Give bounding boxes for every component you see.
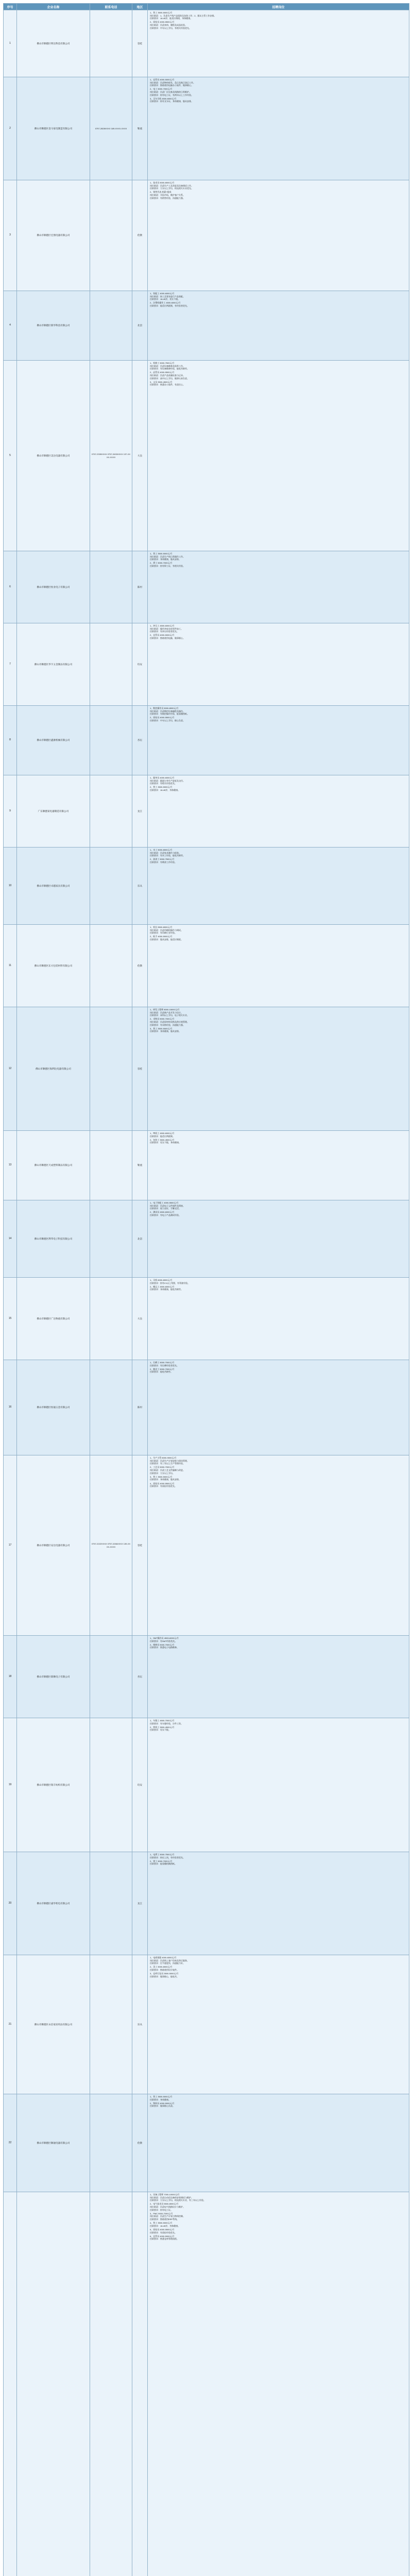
company-area: 杏坛 [132,1636,148,1718]
row-number: 6 [4,551,17,623]
company-phone [90,180,132,291]
job-line: 任职要求：男女不限，身体健康。 [150,1141,181,1144]
company-phone [90,1007,132,1131]
row-number: 12 [4,1007,17,1131]
table-row [4,180,409,291]
job-listings [148,180,409,291]
job-line: 任职要求：有设备维修经验，能吃苦耐劳。 [150,367,189,370]
company-name: 佛山市顺德区嘉华机电有限公司 [17,1852,90,1955]
job-line: 1、机修工 5000-7500元/月 [150,362,175,364]
company-name: 佛山市顺德区新顺电子有限公司 [17,1636,90,1718]
job-listings [148,1360,409,1455]
job-listings [148,1718,409,1852]
job-line: 任职要求：有印刷行业经验。 [150,931,177,935]
job-line: 任职要求：大专以上学历。 [150,1471,175,1475]
job-line: 岗位职责：负责原材料采购及供应商管理。 [150,1020,189,1023]
job-line: 1、冲压工 4500-6000元/月 [150,624,175,627]
job-line: 1、电商客服 4000-6000元/月 [150,1956,177,1959]
job-line: 岗位职责：负责厂区设备及线路的日常维护。 [150,90,191,93]
col-header-area: 地区 [132,4,148,10]
job-line: 岗位职责：负责产品质量检查与记录。 [150,374,185,377]
job-line: 3、叉车司机 4500-6000元/月 [150,97,177,100]
job-line: 1、跟单员 4000-6000元/月 [150,776,175,779]
job-line: 岗位职责：负责自动化设备的安装调试与维护。 [150,2196,193,2199]
table-row [4,1455,409,1636]
job-line: 任职要求：18-45岁，男女不限。 [150,298,180,301]
row-number: 14 [4,1200,17,1278]
row-number: 15 [4,1278,17,1360]
row-number: 17 [4,1455,17,1636]
table-row [4,1636,409,1718]
col-header-no: 序号 [4,4,17,10]
header-row [4,4,409,10]
job-line: 任职要求：持有叉车证，身体健康，服从安排。 [150,100,193,103]
job-line: 任职要求：身体健康，服从安排。 [150,1478,181,1481]
job-line: 任职要求：持有电工证。 [150,2208,173,2211]
job-line: 2、油漆工 5000-7500元/月 [150,858,175,861]
company-area: 陈村 [132,1360,148,1455]
row-number: 21 [4,1955,17,2094]
company-area: 北滘 [132,291,148,361]
job-line: 任职要求：持有C1以上驾照，有驾驶经验。 [150,1281,190,1284]
table-row [4,775,409,848]
job-listings [148,1852,409,1955]
job-line: 任职要求：有相关经验优先。 [150,782,177,785]
job-line: 岗位职责：负责印刷机操作与调试。 [150,928,183,931]
company-phone: 0757-2339XXXX 0757-2633XXXX 137-XXXX-XXXX [90,361,132,551]
company-phone [90,291,132,361]
company-name: 佛山市顺德区新华科技有限公司 [17,291,90,361]
job-line: 任职要求：打字速度快，沟通能力好。 [150,1962,185,1965]
company-area: 均安 [132,1718,148,1852]
job-listings [148,1278,409,1360]
job-line: 岗位职责：负责家具制作与组装。 [150,851,181,854]
company-phone [90,706,132,775]
company-area: 伦教 [132,180,148,291]
job-line: 任职要求：高中以上学历，做事认真负责。 [150,377,189,380]
job-listings [148,361,409,551]
job-line: 2、剪线工 3500-4500元/月 [150,1725,175,1728]
row-number: 22 [4,2094,17,2192]
job-line: 任职要求：有电子产品测试经验。 [150,1213,181,1216]
job-line: 任职要求：大专以上学历，机电相关专业，有三年以上经验。 [150,2199,205,2202]
job-line: 2、仓管员 4000-5000元/月 [150,634,175,637]
job-line: 任职要求：服从安排，能适应倒班。 [150,938,183,941]
table-row [4,706,409,775]
job-line: 任职要求：做事细心负责。 [150,2105,175,2108]
job-line: 2、工艺员 5000-7000元/月 [150,1466,175,1469]
job-line: 任职要求：本科以上学历，电子相关专业。 [150,1014,189,1017]
job-line: 任职要求：有采购经验，沟通能力强。 [150,1023,185,1026]
row-number: 16 [4,1360,17,1455]
job-line: 2、抛光工 5000-7000元/月 [150,1367,175,1370]
job-line: 任职要求：中专以上学历，细心负责。 [150,719,185,722]
job-line: 任职要求：有SMT经验优先。 [150,1639,177,1642]
company-phone [90,775,132,848]
job-line: 任职要求：18-45岁，身体健康。 [150,2224,180,2227]
row-number: 10 [4,848,17,925]
job-line: 任职要求：有喷漆工作经验。 [150,860,177,863]
job-line: 1、木工 5000-8000元/月 [150,849,173,851]
table-row [4,1360,409,1455]
company-area [132,2192,148,2576]
company-phone [90,623,132,706]
job-line: 1、数控操作员 5000-8000元/月 [150,707,179,709]
job-listings [148,551,409,623]
company-area: 勒流 [132,1131,148,1200]
job-listings [148,1455,409,1636]
job-listings [148,10,409,77]
company-phone [90,1636,132,1718]
job-line: 1、电焊工 5000-7500元/月 [150,1853,175,1856]
company-phone [90,848,132,925]
job-line: 2、普工 3500-5000元/月 [150,786,173,789]
company-area: 容桂 [132,1007,148,1131]
job-listings [148,1131,409,1200]
job-line: 任职要求：男女不限。 [150,1728,170,1732]
job-line: 3、普工 3500-5000元/月 [150,1027,173,1030]
job-line: 4、普工 3500-5000元/月 [150,2222,173,2225]
job-line: 岗位职责：负责工艺文件编制与改进。 [150,1468,185,1471]
table-row [4,1955,409,2094]
job-line: 任职要求：有销售经验，沟通能力强。 [150,196,185,199]
job-line: 1、研发工程师 8000-15000元/月 [150,1008,180,1011]
job-line: 任职要求：身体健康，服从安排。 [150,1030,181,1033]
company-phone [90,2094,132,2192]
table-row [4,291,409,361]
job-line: 任职要求：做事细心，能吃苦。 [150,1975,179,1978]
job-line: 2、销售代表 底薪+提成 [150,191,171,194]
job-line: 3、PMC 5000-7000元/月 [150,2212,173,2215]
job-listings [148,1636,409,1718]
row-number: 11 [4,925,17,1007]
company-phone [90,1852,132,1955]
table-row [4,1852,409,1955]
job-line: 任职要求：有质检经验优先。 [150,1485,177,1488]
job-line: 1、技术员 5000-8000元/月 [150,181,175,184]
job-line: 1、仓管员 4000-5000元/月 [150,78,175,81]
job-line: 岗位职责：负责生产线日常操作工作。 [150,555,185,558]
job-line: 岗位职责：开拓市场，维护客户关系。 [150,193,185,196]
job-line: 3、仓库打包员 3500-5000元/月 [150,1972,179,1975]
row-number: 9 [4,775,17,848]
job-line: 任职要求：有车缝经验，计件工资。 [150,1722,183,1725]
job-line: 任职要求：大专以上学历，机电相关专业优先。 [150,187,193,190]
company-area: 伦教 [132,2094,148,2192]
company-name: 佛山市顺德区广达物流有限公司 [17,1278,90,1360]
job-line: 2、助手 4000-5000元/月 [150,935,173,938]
table-row [4,1131,409,1200]
job-listings [148,291,409,361]
job-line: 任职要求：熟练使用设计软件。 [150,1968,179,1971]
company-area: 大良 [132,361,148,551]
table-row [4,623,409,706]
table-row [4,10,409,77]
job-listings [148,2094,409,2192]
table-row [4,1200,409,1278]
job-line: 任职要求：能看懂机械图纸。 [150,1862,177,1866]
job-line: 6、仓管员 4000-5000元/月 [150,2234,175,2238]
job-line: 2、钳工 5000-7000元/月 [150,1859,173,1862]
row-number: 13 [4,1131,17,1200]
company-name: 佛山市顺德区宏图电器有限公司 [17,180,90,291]
company-phone [90,1360,132,1455]
company-name: 佛山市顺德区瑞丰纺织有限公司 [17,1718,90,1852]
job-line: 岗位职责：负责设备维修及保养工作。 [150,364,185,367]
row-number: 2 [4,77,17,180]
job-line: 岗位职责：负责线上客户咨询及售后服务。 [150,1959,189,1962]
job-line: 任职要求：熟练使用电脑，做事细心。 [150,636,185,639]
company-phone [90,1955,132,2094]
row-number: 18 [4,1636,17,1718]
company-phone [90,1200,132,1278]
job-line: 岗位职责：跟进订单生产进度及交付。 [150,779,185,782]
job-line: 岗位职责：负责生产计划与物料控制。 [150,2215,185,2218]
company-phone [90,1131,132,1200]
job-line: 任职要求：有冲压经验者优先。 [150,630,179,633]
company-name: 佛山市顺德区利华电子科技有限公司 [17,1200,90,1278]
job-line: 任职要求：熟悉仓库管理流程。 [150,2238,179,2241]
job-line: 岗位职责：操作冲床完成零件加工。 [150,627,183,630]
company-area: 均安 [132,623,148,706]
job-line: 岗位职责：负责电子元件插件及焊接。 [150,1204,185,1207]
company-phone [90,925,132,1007]
job-line: 任职要求：熟练使用电脑办公软件，做事细心。 [150,84,193,87]
company-phone [90,551,132,623]
job-line: 岗位职责：负责生产计划安排与现场管理。 [150,1459,189,1462]
job-listings [148,2192,409,2576]
job-line: 任职要求：有数控操作经验，能看懂图纸。 [150,713,189,716]
job-line: 任职要求：熟练使用ERP系统。 [150,2217,179,2221]
job-line: 4、质检员 4000-5500元/月 [150,1482,175,1485]
company-name: 佛山市顺德区华宇五金制品有限公司 [17,623,90,706]
job-line: 岗位职责：按工艺要求进行产品装配。 [150,295,185,298]
table-header [4,4,409,10]
job-line: 1、生产主管 6000-9000元/月 [150,1456,177,1459]
company-name: 佛山市顺德区永信家居用品有限公司 [17,1955,90,2094]
company-name: 佛山市顺德区恒业电子有限公司 [17,551,90,623]
company-area: 容桂 [132,10,148,77]
job-line: 岗位职责：负责电气线路设计与维护。 [150,2205,185,2208]
job-line: 任职要求：熟悉办公软件，有责任心。 [150,383,185,386]
job-line: 3、普工 3500-5000元/月 [150,1475,173,1478]
job-line: 1、电子装配工 4000-5500元/月 [150,1201,179,1204]
table-row [4,77,409,180]
job-listings [148,77,409,180]
job-line: 1、车缝工 4500-7000元/月 [150,1719,175,1722]
job-line: 1、普工 3500-5000元/月 [150,2095,173,2098]
job-line: 任职要求：视力良好，手脚灵活。 [150,1207,181,1210]
job-line: 1、啤机工 4500-6000元/月 [150,1132,175,1134]
row-number: 5 [4,361,17,551]
job-line: 任职要求：能适应两班倒，有经验者优先。 [150,304,189,307]
job-line: 任职要求：身体健康，能吃苦耐劳。 [150,1288,183,1291]
col-header-company: 企业名称 [17,4,90,10]
job-line: 1、司机 6000-8000元/月 [150,1279,173,1281]
table-row [4,1007,409,1131]
job-line: 岗位职责：负责来料、制程及成品检验。 [150,23,187,26]
company-name: 佛山市顺德区鑫源机械有限公司 [17,706,90,775]
row-number: 19 [4,1718,17,1852]
job-line: 2、美工 5000-8000元/月 [150,1965,173,1969]
job-line: 1、机长 5500-8000元/月 [150,926,173,928]
job-line: 2、物料员 4000-5000元/月 [150,2102,175,2105]
company-phone [90,1278,132,1360]
job-line: 任职要求：中专以上学历，有相关经验优先。 [150,26,191,29]
table-body [4,10,409,2576]
job-line: 任职要求：持有电工证，有两年以上工作经验。 [150,93,193,96]
company-name: 佛山市顺德区东方包装材料有限公司 [17,925,90,1007]
job-listings [148,1007,409,1131]
company-name: 佛山市顺德区美达电器有限公司 [17,361,90,551]
company-area: 勒流 [132,77,148,180]
company-phone [90,1718,132,1852]
job-line: 任职要求：18-45岁，能适应倒班，身体健康。 [150,17,193,20]
table-row [4,925,409,1007]
table-row [4,551,409,623]
job-listings [148,1955,409,2094]
job-line: 5、质检员 4000-5500元/月 [150,2228,175,2231]
company-name: 广东顺德某电器制造有限公司 [17,775,90,848]
job-line: 2、测试员 4500-6000元/月 [150,1211,175,1214]
job-line: 2、包装工 3500-4500元/月 [150,1138,175,1141]
job-line: 任职要求：能吃苦耐劳。 [150,1370,173,1374]
job-listings [148,925,409,1007]
company-area: 乐从 [132,848,148,925]
company-area: 容桂 [132,1455,148,1636]
job-listings [148,848,409,925]
job-line: 1、设备工程师 7000-10000元/月 [150,2193,180,2196]
company-name: 佛山市顺德区金马家电制造有限公司 [17,77,90,180]
company-phone [90,2192,132,2576]
job-line: 任职要求：18-45岁，身体健康。 [150,788,180,791]
company-phone: 0757-2222XXXX 0757-2266XXXX 139-XXXX-XXXX [90,1455,132,1636]
company-phone: 0757-2828XXXX 189-XXXX-XXXX [90,77,132,180]
company-area: 龙江 [132,775,148,848]
company-area: 伦教 [132,925,148,1007]
company-name: 佛山市顺德区卓越家具有限公司 [17,848,90,925]
job-listings [148,706,409,775]
job-listings [148,1200,409,1278]
row-number: 8 [4,706,17,775]
row-number: 7 [4,623,17,706]
job-line: 任职要求：有质检经验优先。 [150,2231,177,2234]
recruitment-table-container [3,3,409,2576]
table-row [4,848,409,925]
company-name: 佛山市顺德区海利达电器有限公司 [17,1007,90,1131]
job-line: 1、打磨工 5000-7000元/月 [150,1361,175,1364]
job-line: 2、焊工 5000-7000元/月 [150,562,173,565]
row-number: 1 [4,10,17,77]
company-name: 佛山市顺德区顺通电器有限公司 [17,2094,90,2192]
job-line: 岗位职责：负责新产品开发与设计。 [150,1011,183,1014]
company-name: 佛山市顺德区恒通五金有限公司 [17,1360,90,1455]
company-name: 佛山市顺德区天成塑料制品有限公司 [17,1131,90,1200]
job-line: 1、装配工 4000-6000元/月 [150,292,175,295]
company-name: 佛山市顺德区安达电器有限公司 [17,1455,90,1636]
row-number: 20 [4,1852,17,1955]
company-area: 大良 [132,1278,148,1360]
job-line: 任职要求：有三年以上生产管理经验。 [150,1462,185,1465]
company-name [17,2192,90,2576]
job-line: 1、普工 3500-5000元/月 [150,11,173,14]
job-line: 任职要求：能适应两班倒。 [150,1134,175,1138]
job-line: 2、品管员 4000-5500元/月 [150,371,175,374]
job-line: 2、搬运工 4500-6000元/月 [150,1285,175,1288]
job-line: 3、文员 3500-4500元/月 [150,380,173,383]
company-area: 陈村 [132,551,148,623]
job-line: 任职要求：持证上岗，有经验者优先。 [150,1856,185,1859]
job-line: 2、注塑机操作工 4500-6000元/月 [150,301,181,304]
recruitment-table [3,3,409,2576]
job-line: 任职要求：有木工经验，能吃苦耐劳。 [150,854,185,857]
job-line: 2、质检员 4000-5500元/月 [150,21,175,24]
job-line: 2、质检员 4000-5500元/月 [150,716,175,719]
job-line: 2、采购员 5000-7000元/月 [150,1018,175,1021]
company-area: 杏坛 [132,706,148,775]
job-line: 岗位职责：负责数控设备编程及操作。 [150,709,185,713]
job-line: 任职要求：有打磨经验者优先。 [150,1364,179,1367]
job-line: 岗位职责：1、负责生产线产品组装及包装工作；2、服从主管工作安排。 [150,14,216,17]
company-area: 北滘 [132,1200,148,1278]
table-row [4,1718,409,1852]
job-line: 2、维修员 5000-7000元/月 [150,1643,175,1646]
job-line: 任职要求：身体健康。 [150,2098,170,2101]
row-number: 3 [4,180,17,291]
row-number [4,2192,17,2576]
job-line: 2、电工 5000-7000元/月 [150,88,173,91]
job-line: 岗位职责：负责生产工艺改进及设备调试工作。 [150,184,193,187]
table-row [4,2192,409,2576]
company-phone [90,10,132,77]
col-header-jobs: 招聘岗位 [148,4,409,10]
row-number: 4 [4,291,17,361]
job-line: 2、电气技术员 5500-8000元/月 [150,2202,179,2206]
job-line: 任职要求：持有焊工证，有相关经验。 [150,564,185,567]
table-row [4,361,409,551]
company-area: 乐从 [132,1955,148,2094]
job-line: 1、普工 3500-5000元/月 [150,552,173,555]
company-name: 佛山市顺德区明达科技有限公司 [17,10,90,77]
job-line: 任职要求：熟悉电子电路维修。 [150,1646,179,1649]
job-listings [148,775,409,848]
company-area: 龙江 [132,1852,148,1955]
col-header-phone: 联系电话 [90,4,132,10]
table-row [4,2094,409,2192]
job-line: 岗位职责：负责物料收发、盘点及账目登记工作。 [150,81,195,84]
job-line: 任职要求：身体健康，服从安排。 [150,558,181,561]
job-listings [148,623,409,706]
job-line: 1、SMT操作员 4500-6000元/月 [150,1637,179,1639]
table-row [4,1278,409,1360]
